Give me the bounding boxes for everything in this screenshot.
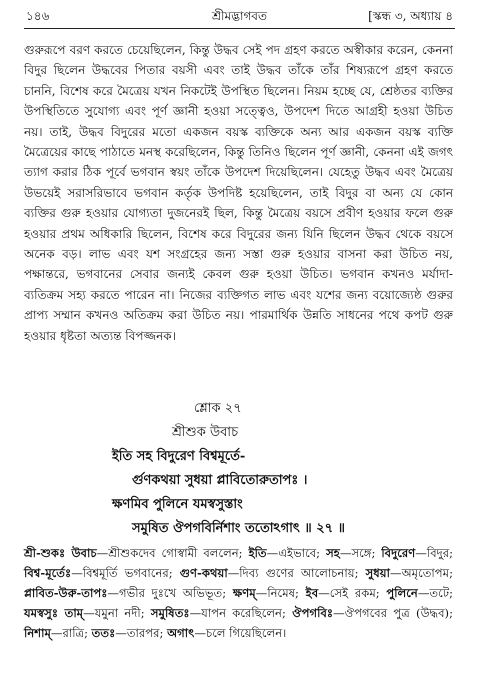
synonym-meaning: যমুনা নদী; <box>94 606 145 620</box>
verse-speaker: শ্রীশুক উবাচ <box>172 425 239 440</box>
synonym-meaning: দিব্য গুণের আলোচনায়; <box>239 566 359 580</box>
synonym-dash: — <box>96 546 109 560</box>
synonym-term: পুলিনে <box>386 586 418 600</box>
synonym-dash: — <box>107 586 120 600</box>
synonym-term: সহ <box>326 546 340 560</box>
synonym-term: ইব <box>305 586 319 600</box>
synonym-meaning: অমৃতোপম; <box>401 566 453 580</box>
synonym-term: বিশ্ব-মূর্তেঃ <box>24 566 72 580</box>
synonym-meaning: বিশ্বমূর্তি ভগবানের; <box>82 566 173 580</box>
synonym-term: প্লাবিত-উরু-তাপঃ <box>24 586 108 600</box>
synonym-meaning: তটে; <box>429 586 453 600</box>
synonym-dash: — <box>71 566 83 580</box>
synonym-dash: — <box>417 586 430 600</box>
verse-heading: শ্লোক ২৭ <box>194 401 242 416</box>
verse-line: সমুষিত ঔপগবির্নিশাং ততোঽগাৎ ॥ ২৭ ॥ <box>132 521 345 536</box>
synonym-dash: — <box>50 626 63 640</box>
synonym-dash: — <box>389 566 402 580</box>
verse-line: র্গুণকথয়া সুধয়া প্লাবিতোরুতাপঃ । <box>132 473 308 488</box>
synonym-term: নিশাম্ <box>24 626 51 640</box>
synonym-dash: — <box>415 546 427 560</box>
synonym-meaning: রাত্রি; <box>62 626 88 640</box>
synonyms-paragraph <box>24 543 453 643</box>
synonym-term: যমস্বসুঃ তাম্ <box>24 606 84 620</box>
synonym-dash: — <box>227 566 240 580</box>
synonym-dash: — <box>339 546 352 560</box>
synonym-meaning: যাপন করেছিলেন; <box>201 606 286 620</box>
synonym-dash: — <box>318 586 330 600</box>
synonym-dash: — <box>115 626 127 640</box>
synonym-meaning: শ্রীশুকদেব গোস্বামী বললেন; <box>108 546 243 560</box>
synonym-term: গুণ-কথয়া <box>179 566 228 580</box>
synonym-term: শ্রী-শুকঃ উবাচ <box>24 546 97 560</box>
synonym-meaning: সঙ্গে; <box>351 546 376 560</box>
page-header <box>26 6 453 26</box>
synonym-meaning: গভীর দুঃখে অভিভূত; <box>119 586 227 600</box>
book-title: শ্রীমদ্ভাগবত <box>211 9 267 23</box>
synonym-dash: — <box>194 626 206 640</box>
synonym-dash: — <box>333 606 345 620</box>
synonym-dash: — <box>266 546 279 560</box>
synonym-dash: — <box>83 606 95 620</box>
synonym-term: ইতি <box>248 546 267 560</box>
synonym-term: ঔপগবিঃ <box>292 606 334 620</box>
header-divider <box>24 28 455 29</box>
synonym-meaning: তারপর; <box>126 626 164 640</box>
synonym-meaning: সেই রকম; <box>329 586 380 600</box>
purport-paragraph: গুরুরূপে বরণ করতে চেয়েছিলেন, কিন্তু উদ্ধব সেই পদ গ্রহণ করতে অস্বীকার করেন, কেননা বিদুর ছিলেন উদ্ধবের পিতার বয়সী এবং তাই উদ্ধব তাঁকে তাঁর শিষ্যরূপে গ্রহণ করতে চাননি, বিশেষ করে মৈত্রেয় যখন নিকটেই উপস্থিত ছিলেন। নিয়ম হচ্ছে যে, শ্রেষ্ঠতর ব্যক্তির উপস্থিতিতে সুযোগ্য এবং পূর্ণ জ্ঞানী হওয়া সত্ত্বেও, উপদেশ দিতে আগ্রহী হওয়া উচিত নয়। তাই, উদ্ধব বিদুরের মতো একজন বয়স্ক ব্যক্তিকে অন্য আর একজন বয়স্ক ব্যক্তি মৈত্রেয়ের কাছে পাঠাতে মনস্থ করেছিলেন, কিন্তু তিনিও ছিলেন পূর্ণ জ্ঞানী, কেননা এই জগৎ ত্যাগ করার ঠিক পূর্বে ভগবান স্বয়ং তাঁকে উপদেশ দিয়েছিলেন। যেহেতু উদ্ধব এবং মৈত্রেয় উভয়েই সরাসরিভাবে ভগবান কর্তৃক উপদিষ্ট হয়েছিলেন, তাই বিদুর বা অন্য যে কোন ব্যক্তির গুরু হওয়ার যোগ্যতা দুজনেরই ছিল, কিন্তু মৈত্রেয় বয়সে প্রবীণ হওয়ার ফলে গুরু হওয়ার প্রথম অধিকারি ছিলেন, বিশেষ করে বিদুরের জন্য যিনি ছিলেন উদ্ধব থেকে বয়সে অনেক বড়। লাভ এবং যশ সংগ্রহের জন্য সস্তা গুরু হওয়ার বাসনা করা উচিত নয়, পক্ষান্তরে, ভগবানের সেবার জন্যই কেবল গুরু হওয়া উচিত। ভগবান কখনও মর্যাদা-ব্যতিক্রম সহ্য করতে পারেন না। নিজের ব্যক্তিগত লাভ এবং যশের জন্য বয়োজ্যেষ্ঠ গুরুর প্রাপ্য সম্মান কখনও অতিক্রম করা উচিত নয়। পারমার্থিক উন্নতি সাধনের পথে কপট গুরু হওয়ার ধৃষ্টতা অত্যন্ত বিপজ্জনক। <box>24 43 453 343</box>
verse-line: ক্ষণমিব পুলিনে যমস্বসুস্তাং <box>112 497 243 512</box>
synonym-meaning: বিদুর; <box>426 546 454 560</box>
synonym-term: ততঃ <box>91 626 116 640</box>
synonym-term: সুধয়া <box>365 566 390 580</box>
verse-line: ইতি সহ বিদুরেণ বিশ্বমূর্তে- <box>112 449 246 464</box>
synonym-dash: — <box>255 586 268 600</box>
synonym-dash: — <box>189 606 202 620</box>
synonym-meaning: চলে গিয়েছিলেন। <box>205 626 287 640</box>
synonym-meaning: নিমেষ; <box>267 586 299 600</box>
synonym-meaning: এইভাবে; <box>278 546 321 560</box>
synonym-term: বিদুরেণ <box>381 546 416 560</box>
synonym-term: সমুষিতঃ <box>150 606 190 620</box>
synonym-term: অগাৎ <box>167 626 195 640</box>
page-number: ১৪৬ <box>26 9 50 23</box>
synonym-term: ক্ষণম্ <box>232 586 256 600</box>
chapter-reference: [স্কন্ধ ৩, অধ্যায় ৪ <box>368 9 453 23</box>
synonym-meaning: ঔপগবের পুত্র (উদ্ধব); <box>344 606 453 620</box>
